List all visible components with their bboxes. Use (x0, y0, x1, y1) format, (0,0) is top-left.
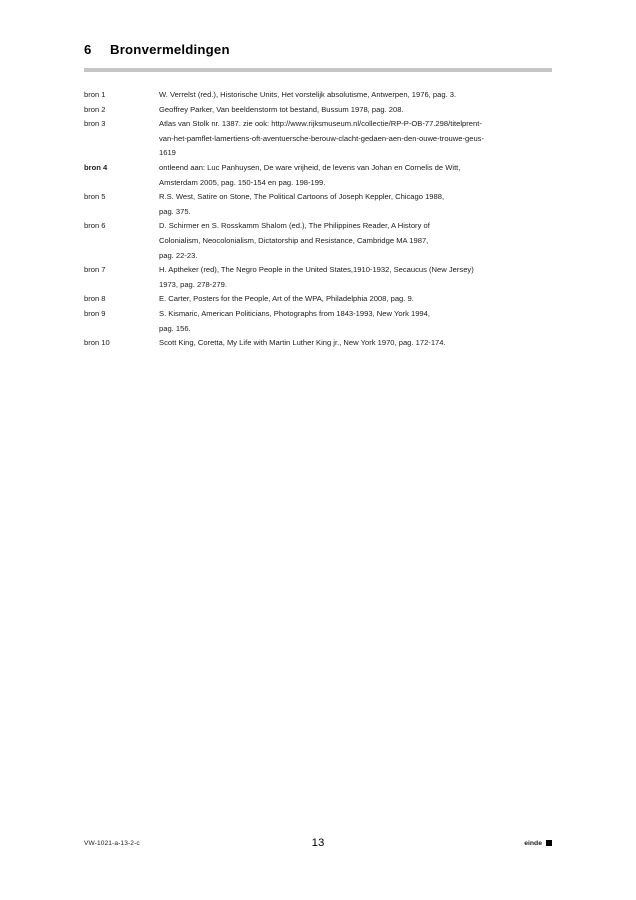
source-reference-line: H. Aptheker (red), The Negro People in the United States,1910-1932, Secaucus (New Jersey) (159, 265, 474, 275)
source-entry (84, 336, 554, 351)
source-reference-text (159, 263, 554, 292)
page-footer (84, 836, 552, 850)
source-reference-line: Geoffrey Parker, Van beeldenstorm tot bestand, Bussum 1978, pag. 208. (159, 104, 404, 114)
source-list (84, 88, 554, 351)
heading-number: 6 (84, 42, 92, 57)
source-reference-text (159, 307, 554, 336)
source-entry (84, 190, 554, 219)
source-label: bron 3 (84, 119, 106, 129)
source-reference-line: Amsterdam 2005, pag. 150-154 en pag. 198-199. (159, 177, 326, 187)
source-label: bron 1 (84, 90, 106, 99)
source-label: bron 4 (84, 162, 108, 172)
source-reference-line: pag. 375. (159, 206, 191, 216)
source-entry (84, 117, 554, 161)
source-reference-text (159, 336, 554, 351)
source-reference-text (159, 117, 554, 161)
source-entry (84, 88, 554, 103)
source-reference-text (159, 103, 554, 118)
source-label: bron 7 (84, 265, 106, 275)
source-reference-line: W. Verrelst (red.), Historische Units, Het vorstelijk absolutisme, Antwerpen, 1976, pag. 3. (159, 90, 457, 99)
page-heading (84, 42, 552, 58)
source-entry (84, 292, 554, 307)
source-reference-line: pag. 156. (159, 323, 191, 333)
source-label: bron 9 (84, 308, 106, 318)
source-entry (84, 307, 554, 336)
source-reference-line: 1619 (159, 148, 176, 158)
source-reference-text (159, 161, 554, 190)
source-entry (84, 161, 554, 190)
heading-rule (84, 68, 552, 72)
source-label: bron 8 (84, 294, 106, 304)
source-label: bron 6 (84, 221, 106, 231)
source-reference-line: 1973, pag. 278-279. (159, 279, 227, 289)
source-reference-line: pag. 22-23. (159, 250, 198, 260)
page-number: 13 (311, 837, 325, 849)
source-reference-line: Colonialism, Neocolonialism, Dictatorship and Resistance, Cambridge MA 1987, (159, 235, 429, 245)
source-reference-text (159, 88, 554, 103)
source-reference-line: D. Schirmer en S. Rosskamm Shalom (ed.), The Philippines Reader, A History of (159, 221, 430, 231)
source-label: bron 2 (84, 104, 106, 114)
source-reference-text (159, 190, 554, 219)
source-reference-line: Atlas van Stolk nr. 1387. zie ook: http://www.rijksmuseum.nl/collectie/RP-P-OB-77.298/titelprent- (159, 119, 482, 129)
source-reference-line: S. Kismaric, American Politicians, Photographs from 1843-1993, New York 1994, (159, 308, 430, 318)
source-entry (84, 103, 554, 118)
source-label: bron 10 (84, 338, 110, 348)
source-reference-line: Scott King, Coretta, My Life with Martin Luther King jr., New York 1970, pag. 172-174. (159, 338, 446, 348)
heading-title: Bronvermeldingen (110, 42, 230, 57)
source-entry (84, 219, 554, 263)
source-reference-line: E. Carter, Posters for the People, Art of the WPA, Philadelphia 2008, pag. 9. (159, 294, 414, 304)
source-reference-text (159, 292, 554, 307)
heading-row (84, 42, 552, 58)
source-label: bron 5 (84, 192, 106, 202)
end-label: einde (524, 839, 542, 847)
source-reference-line: van-het-pamflet-lamertiens-oft-aventuersche-berouw-clacht-gedaen-aen-den-ouwe-trouwe-geus- (159, 133, 485, 143)
source-reference-text (159, 219, 554, 263)
source-reference-line: R.S. West, Satire on Stone, The Political Cartoons of Joseph Keppler, Chicago 1988, (159, 192, 445, 202)
source-reference-line: ontleend aan: Luc Panhuysen, De ware vrijheid, de levens van Johan en Cornelis de Witt, (159, 162, 461, 172)
source-entry (84, 263, 554, 292)
document-code: VW-1021-a-13-2-c (84, 839, 140, 847)
